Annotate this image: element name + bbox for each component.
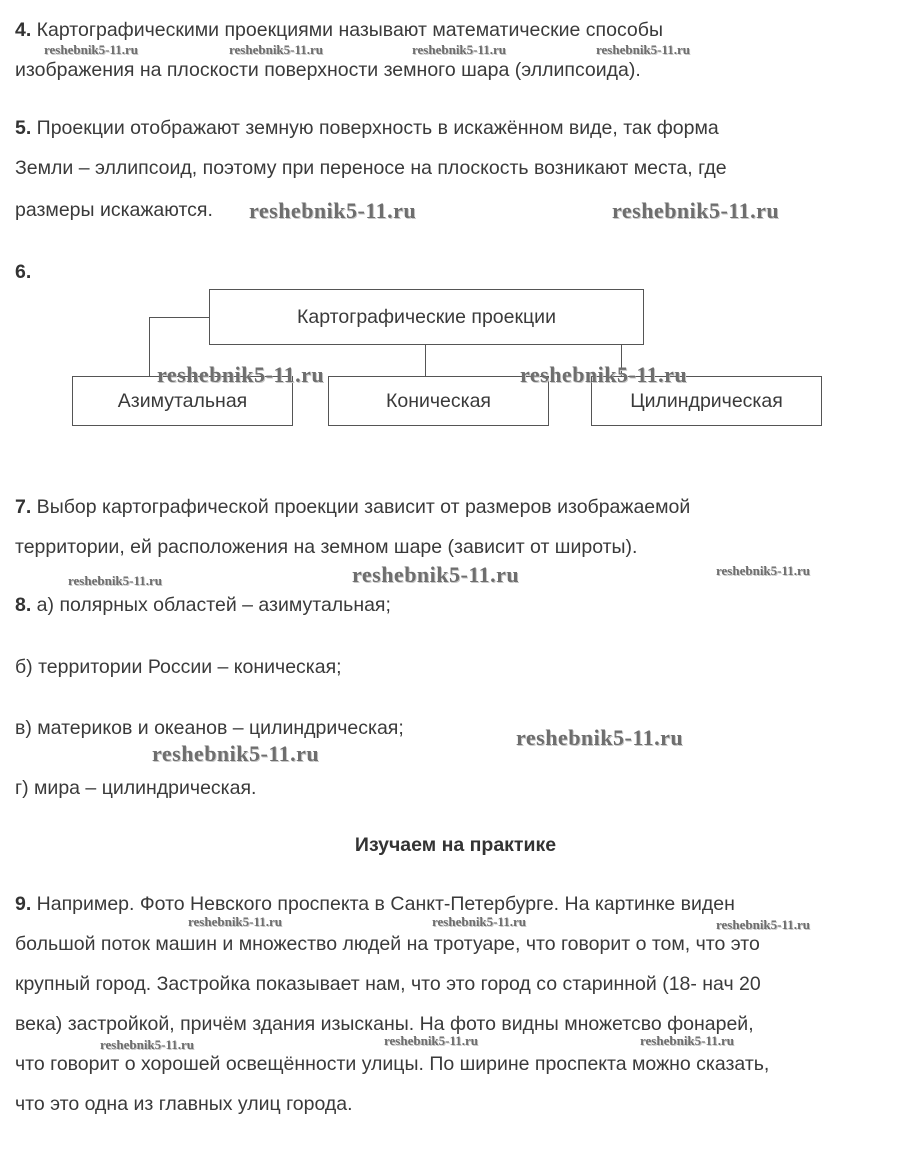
- section-heading: Изучаем на практике: [354, 834, 557, 856]
- item-9-line-5: что говорит о хорошей освещённости улицы. По ширине проспекта можно сказать,: [15, 1053, 770, 1075]
- item-4-line-1: 4. Картографическими проекциями называют математические способы: [15, 19, 663, 41]
- watermark: reshebnik5-11.ru: [44, 42, 139, 57]
- item-9-line-2: большой поток машин и множество людей на тротуаре, что говорит о том, что это: [15, 933, 760, 955]
- item-5-number: 5.: [15, 117, 32, 139]
- watermark: reshebnik5-11.ru: [188, 914, 283, 929]
- item-4-number: 4.: [15, 19, 32, 41]
- diagram-azimuthal-box: Азимутальная: [72, 376, 293, 426]
- item-7-line-1: 7. Выбор картографической проекции зависит от размеров изображаемой: [15, 496, 691, 518]
- watermark: reshebnik5-11.ru: [412, 42, 507, 57]
- item-8-line-b: б) территории России – коническая;: [15, 656, 342, 678]
- diagram-conic-box: Коническая: [328, 376, 549, 426]
- watermark: reshebnik5-11.ru: [596, 42, 691, 57]
- watermark: reshebnik5-11.ru: [229, 42, 324, 57]
- watermark: reshebnik5-11.ru: [716, 917, 811, 932]
- item-7-number: 7.: [15, 496, 32, 518]
- item-7-line-2: территории, ей расположения на земном шаре (зависит от широты).: [15, 536, 638, 558]
- item-5-line-3: размеры искажаются.: [15, 199, 213, 221]
- watermark: reshebnik5-11.ru: [157, 362, 325, 387]
- connector-left-horizontal: [149, 317, 210, 318]
- item-5-line-1: 5. Проекции отображают земную поверхность в искажённом виде, так форма: [15, 117, 719, 139]
- item-9-line-1: 9. Например. Фото Невского проспекта в Санкт-Петербурге. На картинке виден: [15, 893, 735, 915]
- watermark: reshebnik5-11.ru: [612, 198, 780, 223]
- item-6-number: 6.: [15, 261, 32, 283]
- item-5-line-2: Земли – эллипсоид, поэтому при переносе на плоскость возникают места, где: [15, 157, 727, 179]
- item-4-line-2: изображения на плоскости поверхности земного шара (эллипсоида).: [15, 59, 641, 81]
- watermark: reshebnik5-11.ru: [640, 1033, 735, 1048]
- item-8-line-c: в) материков и океанов – цилиндрическая;: [15, 717, 404, 739]
- watermark: reshebnik5-11.ru: [352, 562, 520, 587]
- watermark: reshebnik5-11.ru: [432, 914, 527, 929]
- item-8-line-a: 8. а) полярных областей – азимутальная;: [15, 594, 391, 616]
- item-9-line-3: крупный город. Застройка показывает нам, что это город со старинной (18- нач 20: [15, 973, 761, 995]
- watermark: reshebnik5-11.ru: [68, 573, 163, 588]
- watermark: reshebnik5-11.ru: [249, 198, 417, 223]
- watermark: reshebnik5-11.ru: [384, 1033, 479, 1048]
- watermark: reshebnik5-11.ru: [100, 1037, 195, 1052]
- item-9-number: 9.: [15, 893, 32, 915]
- connector-left-vertical: [149, 317, 150, 377]
- item-8-number: 8.: [15, 594, 32, 616]
- watermark: reshebnik5-11.ru: [716, 563, 811, 578]
- item-6-line: [15, 260, 31, 284]
- connector-middle-vertical: [425, 344, 426, 377]
- watermark: reshebnik5-11.ru: [520, 362, 688, 387]
- diagram-cylindrical-box: Цилиндрическая: [591, 376, 822, 426]
- item-9-line-4: века) застройкой, причём здания изысканы. На фото видны множетсво фонарей,: [15, 1013, 754, 1035]
- diagram-root-box: Картографические проекции: [209, 289, 644, 345]
- watermark: reshebnik5-11.ru: [152, 741, 320, 766]
- watermark: reshebnik5-11.ru: [516, 725, 684, 750]
- item-9-line-6: что это одна из главных улиц города.: [15, 1093, 353, 1115]
- item-8-line-d: г) мира – цилиндрическая.: [15, 777, 257, 799]
